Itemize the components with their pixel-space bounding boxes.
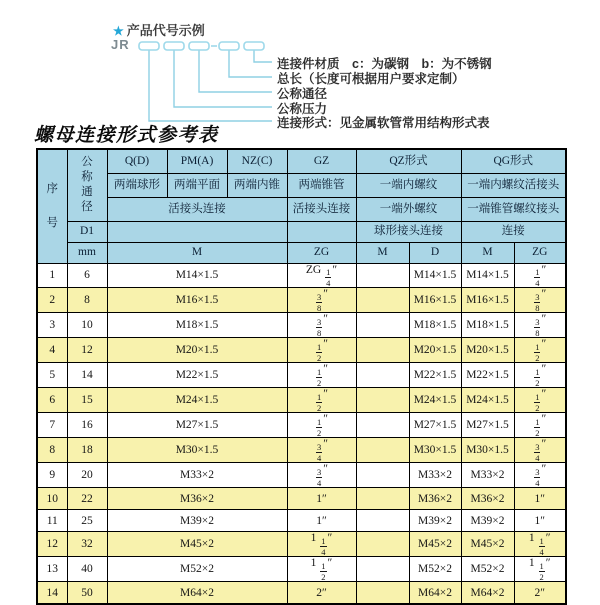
cell-zg: $\frac{1}{2}$ ″ [287,338,356,363]
cell-m: M64×2 [107,582,287,605]
cell-zg: 1 $\frac{1}{4}$ ″ [287,532,356,557]
cell-qz-m [356,263,409,288]
cell-qz-d: M27×1.5 [409,413,461,438]
fraction-value: $\frac{3}{8}$ [535,317,540,338]
callout-label-pressure: 公称压力 [277,102,328,116]
cell-qz-d: M52×2 [409,557,461,582]
cell-m: M52×2 [107,557,287,582]
callout-label-material: 连接件材质 c：为碳钢 b：为不锈钢 [277,57,492,71]
cell-qg-m: M27×1.5 [461,413,514,438]
cell-dn: 15 [67,388,107,413]
cell-m: M36×2 [107,488,287,510]
header-dn: 公称通径 [67,149,107,221]
cell-qg-m: M45×2 [461,532,514,557]
cell-zg: ZG $\frac{1}{4}$ ″ [287,263,356,288]
cell-zg: $\frac{3}{4}$ ″ [287,438,356,463]
cell-seq: 10 [37,488,67,510]
fraction-value: $\frac{3}{4}$ [316,442,322,463]
cell-qg-zg: $\frac{1}{2}$ ″ [514,388,566,413]
cell-dn: 32 [67,532,107,557]
cell-m: M16×1.5 [107,288,287,313]
cell-qz-m [356,338,409,363]
cell-dn: 6 [67,263,107,288]
cell-qg-m: M20×1.5 [461,338,514,363]
cell-seq: 6 [37,388,67,413]
header-qg-sub2: 一端锥管螺纹接头 [461,197,566,221]
fraction-value: $\frac{1}{2}$ [316,417,322,438]
fraction-value: $\frac{1}{4}$ [326,267,331,288]
cell-seq: 13 [37,557,67,582]
cell-dn: 16 [67,413,107,438]
cell-zg: 1 $\frac{1}{2}$ ″ [287,557,356,582]
callout-line-diameter [199,50,272,92]
callout-line-material [254,50,272,62]
code-prefix: JR [111,37,130,52]
header-nzc-sub: 两端内锥 [227,173,287,197]
header-qd-sub: 两端球形 [107,173,167,197]
fraction-value: $\frac{1}{2}$ [535,417,540,438]
cell-m: M14×1.5 [107,263,287,288]
cell-m: M27×1.5 [107,413,287,438]
header-qg-m: M [461,242,514,263]
cell-qz-d: M16×1.5 [409,288,461,313]
fraction-value: $\frac{1}{2}$ [535,392,540,413]
cell-seq: 14 [37,582,67,605]
cell-qz-d: M64×2 [409,582,461,605]
cell-qg-m: M16×1.5 [461,288,514,313]
cell-qg-zg: $\frac{1}{2}$ ″ [514,413,566,438]
cell-qg-m: M33×2 [461,463,514,488]
table-row [37,263,566,288]
cell-qz-d: M18×1.5 [409,313,461,338]
cell-qz-m [356,463,409,488]
fraction-value: $\frac{1}{2}$ [316,367,322,388]
cell-qg-zg: $\frac{1}{2}$ ″ [514,363,566,388]
cell-m: M18×1.5 [107,313,287,338]
product-code-diagram [0,0,600,130]
cell-zg: $\frac{1}{2}$ ″ [287,363,356,388]
cell-qg-zg: 1″ [514,488,566,510]
fraction-value: $\frac{3}{4}$ [316,467,322,488]
cell-dn: 14 [67,363,107,388]
fraction-value: $\frac{3}{8}$ [316,317,322,338]
cell-seq: 11 [37,510,67,532]
fraction-value: $\frac{3}{8}$ [316,292,322,313]
cell-m: M20×1.5 [107,338,287,363]
header-mm: mm [67,242,107,263]
table-row [37,557,566,582]
cell-qg-zg: 2″ [514,582,566,605]
cell-dn: 8 [67,288,107,313]
cell-m: M24×1.5 [107,388,287,413]
cell-zg: $\frac{1}{2}$ ″ [287,413,356,438]
cell-qg-m: M30×1.5 [461,438,514,463]
cell-dn: 22 [67,488,107,510]
cell-qg-zg: $\frac{3}{4}$ ″ [514,463,566,488]
cell-qz-d: M30×1.5 [409,438,461,463]
cell-qg-zg: $\frac{3}{8}$ ″ [514,288,566,313]
header-m: M [107,242,287,263]
header-qz-form: QZ形式 [356,149,461,173]
table-row [37,582,566,605]
header-qz-d: D [409,242,461,263]
cell-qg-m: M22×1.5 [461,363,514,388]
header-qz-m: M [356,242,409,263]
diagram-heading-text: 产品代号示例 [126,23,205,38]
code-segment-box [139,42,159,50]
table-row [37,338,566,363]
cell-qz-d: M22×1.5 [409,363,461,388]
cell-seq: 2 [37,288,67,313]
fraction-value: $\frac{3}{4}$ [535,467,540,488]
cell-qz-d: M45×2 [409,532,461,557]
cell-seq: 5 [37,363,67,388]
cell-seq: 3 [37,313,67,338]
cell-qg-m: M52×2 [461,557,514,582]
header-nzc: NZ(C) [227,149,287,173]
cell-dn: 50 [67,582,107,605]
cell-zg: $\frac{1}{2}$ ″ [287,388,356,413]
header-pma-sub: 两端平面 [167,173,227,197]
cell-zg: $\frac{3}{8}$ ″ [287,288,356,313]
cell-seq: 8 [37,438,67,463]
cell-qg-zg: $\frac{1}{2}$ ″ [514,338,566,363]
cell-seq: 1 [37,263,67,288]
fraction-value: $\frac{3}{4}$ [535,442,540,463]
cell-seq: 4 [37,338,67,363]
table-row [37,488,566,510]
cell-seq: 9 [37,463,67,488]
cell-qz-m [356,510,409,532]
table-row [37,388,566,413]
cell-m: M22×1.5 [107,363,287,388]
header-qg-connection: 连接 [461,221,566,242]
cell-qg-m: M14×1.5 [461,263,514,288]
header-empty-gz [287,221,356,242]
cell-zg: 2″ [287,582,356,605]
table-row [37,463,566,488]
cell-seq: 7 [37,413,67,438]
code-segment-box [164,42,184,50]
header-gz-connection: 活接头连接 [287,197,356,221]
header-empty-mid [107,221,287,242]
fraction-value: $\frac{3}{8}$ [535,292,540,313]
cell-zg: $\frac{3}{4}$ ″ [287,463,356,488]
table-title: 螺母连接形式参考表 [34,125,219,146]
header-qz-sub2: 一端外螺纹 [356,197,461,221]
fraction-value: $\frac{1}{4}$ [535,267,540,288]
cell-m: M45×2 [107,532,287,557]
callout-label-diameter: 公称通径 [277,87,328,101]
cell-qg-m: M36×2 [461,488,514,510]
cell-seq: 12 [37,532,67,557]
cell-dn: 10 [67,313,107,338]
header-union-connection: 活接头连接 [107,197,287,221]
callout-line-pressure [174,50,272,107]
callout-label-length: 总长（长度可根据用户要求定制） [277,72,465,86]
cell-qz-d: M14×1.5 [409,263,461,288]
cell-m: M39×2 [107,510,287,532]
header-qd: Q(D) [107,149,167,173]
header-qz-sub1: 一端内螺纹 [356,173,461,197]
reference-table [36,148,567,605]
star-icon: ★ [113,24,124,38]
cell-qg-zg: 1 $\frac{1}{4}$ ″ [514,532,566,557]
header-qg-sub1: 一端内螺纹活接头 [461,173,566,197]
cell-qz-m [356,532,409,557]
cell-qg-m: M18×1.5 [461,313,514,338]
cell-dn: 18 [67,438,107,463]
header-qz-connection: 球形接头连接 [356,221,461,242]
fraction-value: $\frac{1}{2}$ [535,367,540,388]
cell-qz-m [356,413,409,438]
cell-zg: 1″ [287,488,356,510]
cell-dn: 20 [67,463,107,488]
callout-line-length [229,50,272,77]
cell-qg-zg: $\frac{1}{4}$ ″ [514,263,566,288]
cell-dn: 40 [67,557,107,582]
table-row [37,532,566,557]
cell-qg-zg: $\frac{3}{4}$ ″ [514,438,566,463]
code-segment-box [189,42,209,50]
header-d1: D1 [67,221,107,242]
table-row [37,288,566,313]
cell-m: M30×1.5 [107,438,287,463]
cell-qz-d: M36×2 [409,488,461,510]
cell-zg: 1″ [287,510,356,532]
fraction-value: $\frac{1}{2}$ [316,342,322,363]
cell-qg-zg: $\frac{3}{8}$ ″ [514,313,566,338]
cell-m: M33×2 [107,463,287,488]
cell-qg-m: M39×2 [461,510,514,532]
cell-qz-m [356,582,409,605]
header-gz: GZ [287,149,356,173]
fraction-value: $\frac{1}{4}$ [539,536,544,557]
cell-qz-m [356,288,409,313]
header-seq: 序号 [37,149,67,263]
cell-dn: 25 [67,510,107,532]
header-qg-zg: ZG [514,242,566,263]
header-zg: ZG [287,242,356,263]
fraction-value: $\frac{1}{2}$ [316,392,322,413]
cell-qg-zg: 1 $\frac{1}{2}$ ″ [514,557,566,582]
code-segment-box [244,42,264,50]
cell-qg-m: M24×1.5 [461,388,514,413]
cell-qz-d: M20×1.5 [409,338,461,363]
fraction-value: $\frac{1}{4}$ [321,536,326,557]
table-row [37,363,566,388]
cell-qz-d: M24×1.5 [409,388,461,413]
table-row [37,313,566,338]
fraction-value: $\frac{1}{2}$ [535,342,540,363]
table-row [37,413,566,438]
cell-zg: $\frac{3}{8}$ ″ [287,313,356,338]
cell-dn: 12 [67,338,107,363]
code-segment-box [219,42,239,50]
fraction-value: $\frac{1}{2}$ [321,561,326,582]
cell-qz-m [356,388,409,413]
cell-qg-m: M64×2 [461,582,514,605]
callout-label-connection: 连接形式：见金属软管常用结构形式表 [277,116,490,130]
cell-qz-m [356,438,409,463]
table-row [37,510,566,532]
cell-qz-d: M39×2 [409,510,461,532]
cell-qz-m [356,363,409,388]
header-gz-sub: 两端锥管 [287,173,356,197]
header-pma: PM(A) [167,149,227,173]
cell-qg-zg: 1″ [514,510,566,532]
cell-qz-m [356,313,409,338]
header-qg-form: QG形式 [461,149,566,173]
table-row [37,438,566,463]
cell-qz-m [356,488,409,510]
cell-qz-m [356,557,409,582]
fraction-value: $\frac{1}{2}$ [539,561,544,582]
cell-qz-d: M33×2 [409,463,461,488]
